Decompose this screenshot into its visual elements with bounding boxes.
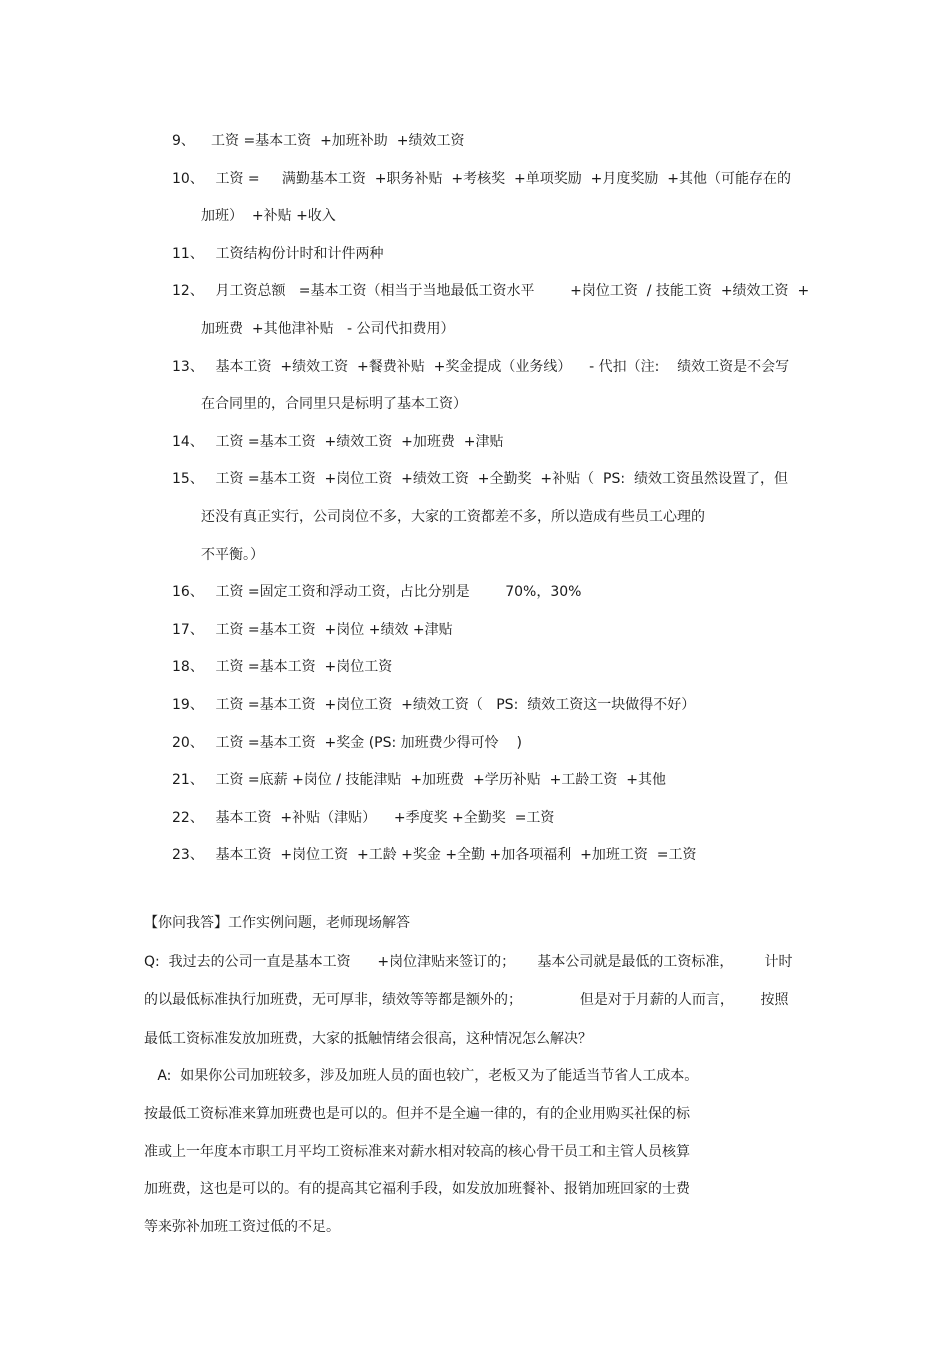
- item-line: 月工资总额 =基本工资（相当于当地最低工资水平 +岗位工资 / 技能工资 +绩效工资 +: [211, 283, 810, 300]
- question-block: [144, 943, 814, 1059]
- list-item: [172, 349, 812, 424]
- item-number: 13、: [172, 358, 204, 375]
- item-line: 工资 =底薪 +岗位 / 技能津贴 +加班费 +学历补贴 +工龄工资 +其他: [211, 772, 666, 789]
- item-text: [211, 687, 812, 725]
- item-text: [211, 612, 812, 650]
- list-item: [172, 687, 812, 725]
- list-item: [172, 800, 812, 838]
- item-text: [201, 349, 812, 424]
- item-number: 12、: [172, 283, 204, 300]
- item-number: 9、: [172, 133, 195, 149]
- list-item: [172, 574, 812, 612]
- item-line: 工资 =基本工资 +岗位工资 +绩效工资 +全勤奖 +补贴（ PS: 绩效工资虽然设置了，但: [211, 471, 788, 488]
- item-number: 22、: [172, 809, 204, 826]
- item-text: [211, 725, 812, 763]
- item-line: 工资 = 满勤基本工资 +职务补贴 +考核奖 +单项奖励 +月度奖励 +其他（可能存在的: [211, 170, 792, 187]
- item-number: 20、: [172, 734, 204, 751]
- list-item: [172, 161, 812, 236]
- item-number: 23、: [172, 847, 204, 864]
- item-number: 15、: [172, 471, 204, 488]
- item-line: 工资 =基本工资 +加班补助 +绩效工资: [211, 133, 465, 149]
- item-number: 18、: [172, 659, 204, 676]
- item-number: 16、: [172, 584, 204, 601]
- item-number: 14、: [172, 433, 204, 450]
- item-line: 在合同里的，合同里只是标明了基本工资）: [201, 396, 467, 413]
- item-text: [211, 762, 812, 800]
- list-item: [172, 837, 812, 875]
- qa-section: [144, 904, 814, 1247]
- item-text: [211, 236, 812, 274]
- list-item: [172, 123, 812, 161]
- item-text: [211, 424, 812, 462]
- item-number: 17、: [172, 621, 204, 638]
- item-line: 工资 =基本工资 +岗位工资: [211, 659, 393, 676]
- item-text: [201, 273, 812, 348]
- list-item: [172, 649, 812, 687]
- answer-line: 等来弥补加班工资过低的不足。: [144, 1219, 340, 1236]
- item-line: 工资 =基本工资 +奖金 (PS: 加班费少得可怜 ): [211, 734, 522, 751]
- item-line: 工资 =基本工资 +岗位工资 +绩效工资（ PS: 绩效工资这一块做得不好）: [211, 696, 696, 713]
- item-line: 还没有真正实行，公司岗位不多，大家的工资都差不多，所以造成有些员工心理的: [201, 508, 705, 525]
- item-line: 不平衡。）: [201, 546, 264, 563]
- item-number: 21、: [172, 772, 204, 789]
- item-number: 11、: [172, 245, 204, 262]
- answer-line: A: 如果你公司加班较多，涉及加班人员的面也较广，老板又为了能适当节省人工成本。: [144, 1068, 699, 1085]
- list-item: [172, 273, 812, 348]
- item-line: 工资 =基本工资 +岗位 +绩效 +津贴: [211, 621, 453, 638]
- item-text: [211, 800, 812, 838]
- item-line: 工资结构份计时和计件两种: [211, 245, 384, 262]
- answer-line: 加班费，这也是可以的。有的提高其它福利手段，如发放加班餐补、报销加班回家的士费: [144, 1181, 690, 1198]
- item-line: 基本工资 +补贴（津贴） +季度奖 +全勤奖 =工资: [211, 809, 555, 826]
- item-line: 加班） +补贴 +收入: [201, 208, 336, 225]
- question-line: 的以最低标准执行加班费，无可厚非，绩效等等都是额外的； 但是对于月薪的人而言， 按照: [144, 992, 789, 1009]
- list-item: [172, 612, 812, 650]
- item-text: [201, 161, 812, 236]
- list-item: [172, 725, 812, 763]
- item-line: 工资 =基本工资 +绩效工资 +加班费 +津贴: [211, 433, 504, 450]
- list-item: [172, 236, 812, 274]
- question-line: 最低工资标准发放加班费，大家的抵触情绪会很高，这种情况怎么解决？: [144, 1030, 592, 1047]
- question-line: Q: 我过去的公司一直是基本工资 +岗位津贴来签订的； 基本公司就是最低的工资标准， 计时: [144, 953, 793, 970]
- answer-line: 按最低工资标准来算加班费也是可以的。但并不是全遍一律的，有的企业用购买社保的标: [144, 1106, 690, 1123]
- item-text: [201, 461, 812, 574]
- item-text: [211, 837, 812, 875]
- item-line: 加班费 +其他津补贴 - 公司代扣费用）: [201, 320, 455, 337]
- qa-heading: 【你问我答】工作实例问题，老师现场解答: [144, 915, 410, 931]
- item-text: [211, 123, 812, 161]
- list-item: [172, 424, 812, 462]
- item-number: 10、: [172, 170, 204, 187]
- item-line: 工资 =固定工资和浮动工资，占比分别是 70%，30%: [211, 584, 582, 601]
- answer-block: [144, 1058, 814, 1247]
- list-item: [172, 762, 812, 800]
- item-text: [211, 574, 812, 612]
- salary-structure-list: [172, 123, 812, 875]
- list-item: [172, 461, 812, 574]
- item-number: 19、: [172, 696, 204, 713]
- item-line: 基本工资 +绩效工资 +餐费补贴 +奖金提成（业务线） - 代扣（注: 绩效工资是不会写: [211, 358, 790, 375]
- answer-line: 准或上一年度本市职工月平均工资标准来对薪水相对较高的核心骨干员工和主管人员核算: [144, 1143, 690, 1160]
- item-line: 基本工资 +岗位工资 +工龄 +奖金 +全勤 +加各项福利 +加班工资 =工资: [211, 847, 697, 864]
- item-text: [211, 649, 812, 687]
